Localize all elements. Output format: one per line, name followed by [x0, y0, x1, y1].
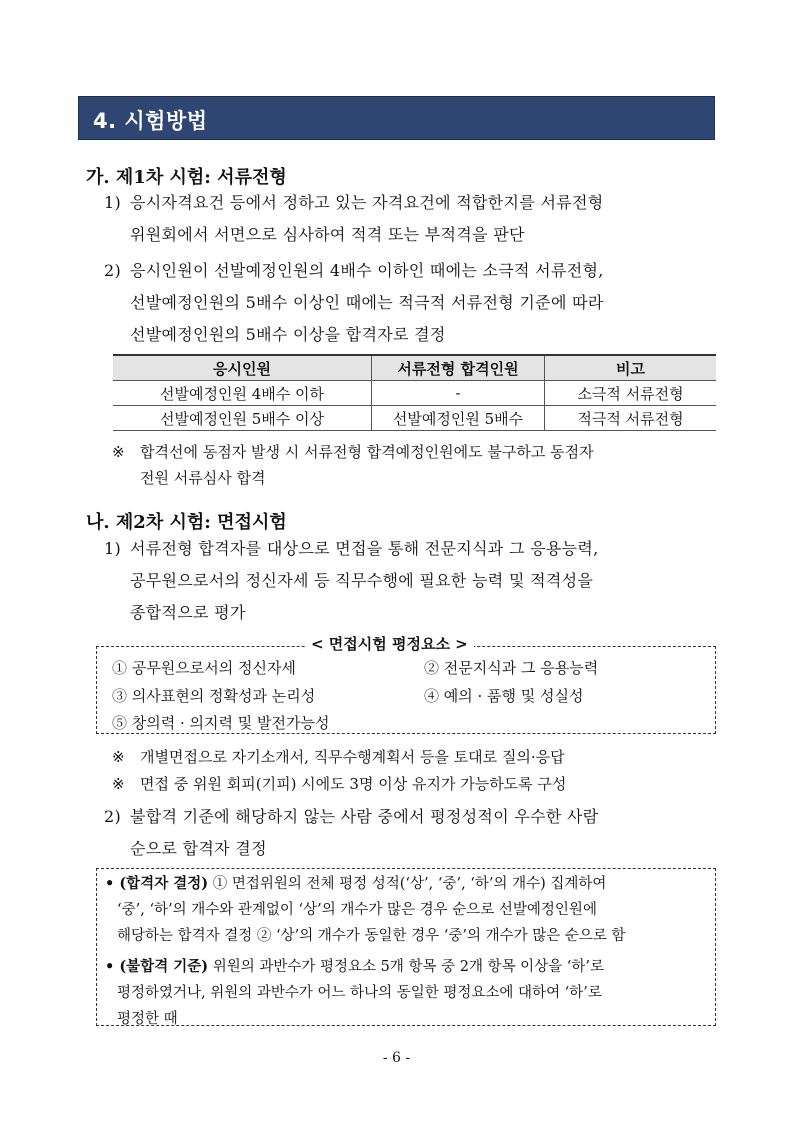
- table-row: [113, 381, 716, 406]
- item-line: 응시자격요건 등에서 정하고 있는 자격요건에 적합한지를 서류전형: [130, 193, 604, 212]
- part-b-item-1: [104, 533, 718, 629]
- item-number: 2): [104, 807, 122, 826]
- selection-table: [113, 354, 716, 431]
- table-cell: 선발예정인원 5배수: [372, 406, 545, 431]
- item-number: 1): [104, 193, 122, 212]
- item-number: 1): [104, 539, 122, 558]
- table-cell: 소극적 서류전형: [545, 381, 717, 406]
- section-header-bar: [78, 96, 715, 140]
- fail-criteria: [105, 954, 711, 1032]
- item-line: 서류전형 합격자를 대상으로 면접을 통해 전문지식과 그 응용능력,: [130, 539, 599, 558]
- evaluation-box-title: < 면접시험 평정요소 >: [305, 633, 474, 654]
- page-number: - 6 -: [382, 1050, 411, 1066]
- criteria-line: 위원의 과반수가 평정요소 5개 항목 중 2개 항목 이상을 ‘하’로: [208, 959, 605, 975]
- part-b-heading: 나. 제2차 시험: 면접시험: [86, 512, 287, 533]
- note-line: 합격선에 동점자 발생 시 서류전형 합격예정인원에도 불구하고 동점자: [140, 443, 594, 461]
- part-a-item-2: [104, 255, 718, 351]
- criteria-line: 해당하는 합격자 결정 ② ‘상’의 개수가 동일한 경우 ‘중’의 개수가 많은 순으로 함: [117, 928, 626, 944]
- criteria-line: 평정한 때: [117, 1011, 178, 1027]
- evaluation-item: ④ 예의 · 품행 및 성실성: [424, 687, 584, 705]
- note-mark: ※: [112, 775, 125, 793]
- item-line: 순으로 합격자 결정: [130, 839, 267, 858]
- table-header: 서류전형 합격인원: [372, 355, 545, 381]
- part-a-note: [112, 439, 718, 491]
- item-line: 선발예정인원의 5배수 이상을 합격자로 결정: [130, 325, 446, 344]
- table-header-row: [113, 355, 716, 381]
- item-line: 선발예정인원의 5배수 이상인 때에는 적극적 서류전형 기준에 따라: [130, 293, 604, 312]
- fail-criteria-label: • (불합격 기준): [105, 958, 209, 975]
- note-text: 면접 중 위원 회피(기피) 시에도 3명 이상 유지가 가능하도록 구성: [140, 775, 567, 793]
- note-mark: ※: [112, 748, 125, 766]
- table-cell: 선발예정인원 5배수 이상: [113, 406, 372, 431]
- evaluation-item: ⑤ 창의력 · 의지력 및 발전가능성: [112, 714, 330, 732]
- evaluation-item: ② 전문지식과 그 응용능력: [424, 659, 599, 677]
- note-text: 개별면접으로 자기소개서, 직무수행계획서 등을 토대로 질의·응답: [140, 748, 565, 766]
- criteria-line: ① 면접위원의 전체 평정 성적(‘상’, ‘중’, ‘하’의 개수) 집계하여: [208, 876, 607, 892]
- table-cell: 선발예정인원 4배수 이하: [113, 381, 372, 406]
- note-line: 전원 서류심사 합격: [140, 469, 266, 487]
- evaluation-item: ① 공무원으로서의 정신자세: [112, 659, 296, 677]
- table-header: 응시인원: [113, 355, 372, 381]
- part-b-note-2: [112, 771, 718, 797]
- criteria-line: ‘중’, ‘하’의 개수와 관계없이 ‘상’의 개수가 많은 경우 순으로 선발예정인원에: [117, 902, 597, 918]
- item-number: 2): [104, 261, 122, 280]
- table-row: [113, 406, 716, 431]
- part-b-note-1: [112, 744, 718, 770]
- item-line: 공무원으로서의 정신자세 등 직무수행에 필요한 능력 및 적격성을: [130, 571, 594, 590]
- criteria-line: 평정하였거나, 위원의 과반수가 어느 하나의 동일한 평정요소에 대하여 ‘하’로: [117, 985, 602, 1001]
- evaluation-item: ③ 의사표현의 정확성과 논리성: [112, 687, 316, 705]
- pass-criteria-label: • (합격자 결정): [105, 875, 209, 892]
- part-b-item-2: [104, 801, 718, 865]
- pass-criteria: [105, 871, 711, 949]
- part-a-item-1: [104, 187, 718, 251]
- item-line: 불합격 기준에 해당하지 않는 사람 중에서 평정성적이 우수한 사람: [130, 807, 599, 826]
- part-a-heading: 가. 제1차 시험: 서류전형: [86, 167, 287, 188]
- section-title: 4. 시험방법: [93, 109, 208, 133]
- item-line: 위원회에서 서면으로 심사하여 적격 또는 부적격을 판단: [130, 225, 525, 244]
- table-cell: 적극적 서류전형: [545, 406, 717, 431]
- item-line: 종합적으로 평가: [130, 603, 246, 622]
- item-line: 응시인원이 선발예정인원의 4배수 이하인 때에는 소극적 서류전형,: [130, 261, 604, 280]
- table-header: 비고: [545, 355, 717, 381]
- note-mark: ※: [112, 443, 125, 461]
- table-cell: -: [372, 381, 545, 406]
